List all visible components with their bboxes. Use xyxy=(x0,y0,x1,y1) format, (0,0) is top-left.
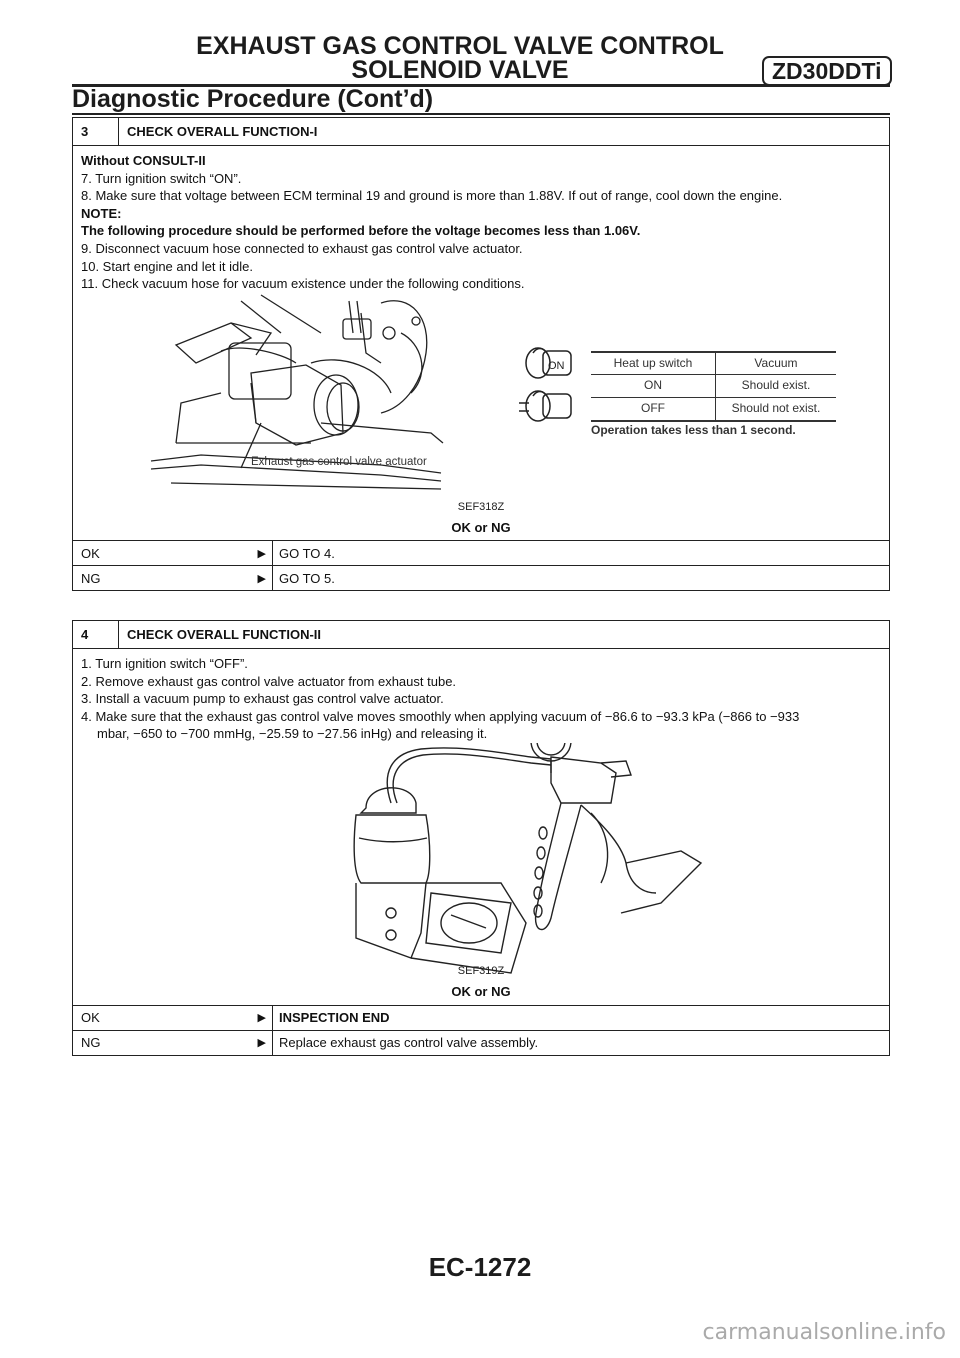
result-row-ok xyxy=(73,1006,889,1031)
result-label: NG xyxy=(81,570,101,586)
step-title: CHECK OVERALL FUNCTION-II xyxy=(127,627,322,642)
step-3-body xyxy=(73,146,889,541)
note-label: NOTE: xyxy=(81,205,122,221)
result-action: GO TO 5. xyxy=(279,570,335,586)
table-header: Vacuum xyxy=(716,352,837,375)
result-label: OK xyxy=(81,1010,100,1026)
result-action: INSPECTION END xyxy=(279,1010,390,1026)
instruction-line: 9. Disconnect vacuum hose connected to exhaust gas control valve actuator. xyxy=(81,240,523,256)
instruction-line: 8. Make sure that voltage between ECM terminal 19 and ground is more than 1.88V. If out of range, cool down the engine. xyxy=(81,188,783,204)
actuator-label: Exhaust gas control valve actuator xyxy=(251,455,427,468)
result-label: OK xyxy=(81,545,100,561)
step-4-box xyxy=(72,620,890,1056)
page-header xyxy=(0,0,960,112)
section-title-line1: EXHAUST GAS CONTROL VALVE CONTROL xyxy=(196,32,724,60)
arrow-right-icon: ▶ xyxy=(257,1037,266,1050)
table-cell: OFF xyxy=(591,397,716,420)
vacuum-pump-illustration xyxy=(81,743,881,983)
figure-sef319z xyxy=(81,743,881,983)
page-subtitle: Diagnostic Procedure (Cont’d) xyxy=(72,85,434,113)
table-row xyxy=(591,375,836,398)
step-3-box xyxy=(72,117,890,591)
section-title xyxy=(170,34,750,82)
step-number: 3 xyxy=(73,118,119,145)
figure-code: SEF319Z xyxy=(457,964,505,977)
switch-on-label: ON xyxy=(548,359,565,372)
step-title: CHECK OVERALL FUNCTION-I xyxy=(127,124,318,139)
instruction-line: 1. Turn ignition switch “OFF”. xyxy=(81,656,248,671)
result-row-ok xyxy=(73,541,889,566)
step-subheading: Without CONSULT-II xyxy=(81,153,206,168)
engine-code-badge: ZD30DDTi xyxy=(762,56,892,86)
operation-note: Operation takes less than 1 second. xyxy=(591,422,796,437)
table-cell: Should exist. xyxy=(716,375,837,398)
result-action: GO TO 4. xyxy=(279,545,335,561)
note-text: The following procedure should be performed before the voltage becomes less than 1.06V. xyxy=(81,223,641,239)
table-cell: Should not exist. xyxy=(716,397,837,420)
step-number: 4 xyxy=(73,621,119,648)
arrow-right-icon: ▶ xyxy=(257,572,266,585)
result-row-ng xyxy=(73,1031,889,1055)
ok-or-ng-label: OK or NG xyxy=(451,983,511,999)
table-cell: ON xyxy=(591,375,716,398)
instruction-line: mbar, −650 to −700 mmHg, −25.59 to −27.56 inHg) and releasing it. xyxy=(97,726,488,742)
figure-code: SEF318Z xyxy=(457,500,505,513)
page-number: EC-1272 xyxy=(428,1252,532,1282)
instruction-line: 11. Check vacuum hose for vacuum existence under the following conditions. xyxy=(81,276,525,292)
instruction-line: 2. Remove exhaust gas control valve actuator from exhaust tube. xyxy=(81,673,457,689)
result-label: NG xyxy=(81,1035,101,1051)
table-header: Heat up switch xyxy=(591,352,716,375)
arrow-right-icon: ▶ xyxy=(257,547,266,560)
subtitle-rule xyxy=(72,113,890,115)
instruction-line: 4. Make sure that the exhaust gas control valve moves smoothly when applying vacuum of −86.6 to −93.3 kPa (−866 to −933 xyxy=(81,708,800,724)
instruction-line: 7. Turn ignition switch “ON”. xyxy=(81,170,242,186)
arrow-right-icon: ▶ xyxy=(257,1012,266,1025)
result-action: Replace exhaust gas control valve assembly. xyxy=(279,1035,539,1051)
step-4-body xyxy=(73,649,889,1006)
ok-or-ng-label: OK or NG xyxy=(451,519,511,535)
heat-up-switch-off-icon xyxy=(519,391,571,421)
watermark[interactable]: carmanualsonline.info xyxy=(702,1320,946,1345)
table-row xyxy=(591,397,836,420)
instruction-line: 3. Install a vacuum pump to exhaust gas control valve actuator. xyxy=(81,691,444,707)
step-4-header xyxy=(73,621,889,649)
figure-sef318z xyxy=(81,293,881,519)
vacuum-condition-table xyxy=(591,351,836,439)
instruction-line: 10. Start engine and let it idle. xyxy=(81,258,254,274)
step-3-header xyxy=(73,118,889,146)
section-title-line2: SOLENOID VALVE xyxy=(351,56,569,84)
result-row-ng xyxy=(73,566,889,590)
